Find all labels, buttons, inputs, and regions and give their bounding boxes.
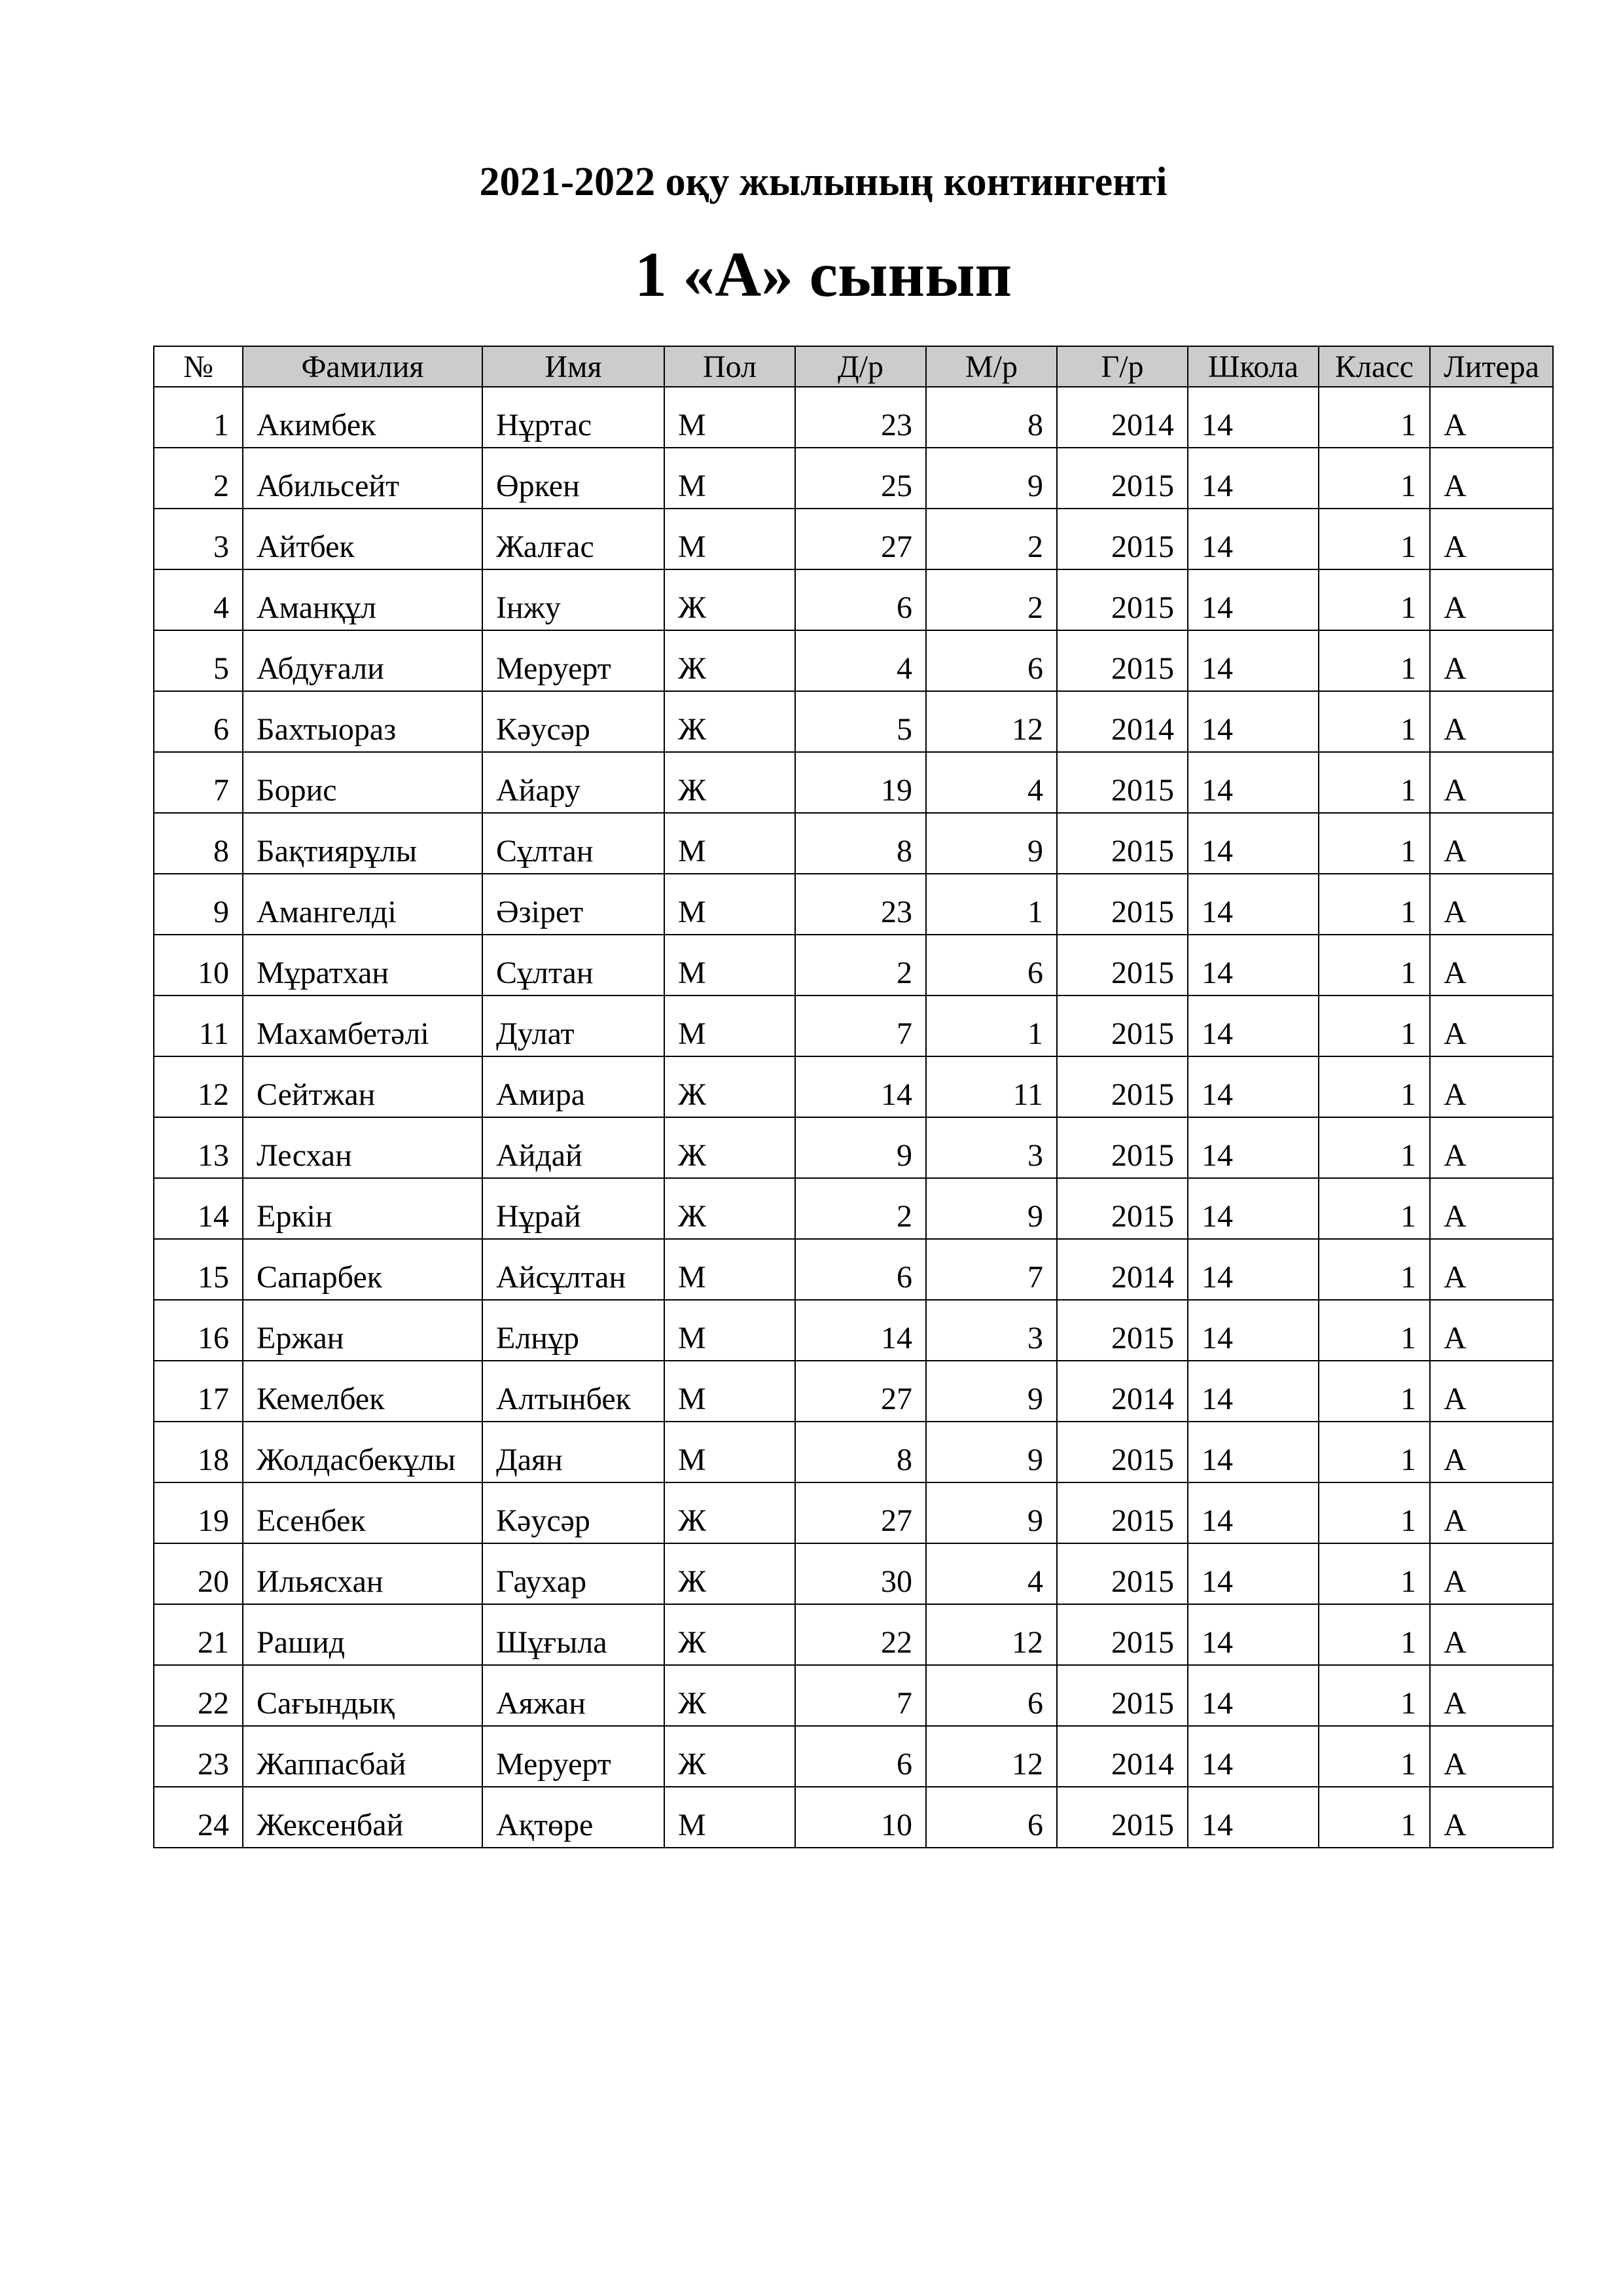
table-row <box>154 1239 1553 1300</box>
surname-cell: Абдуғали <box>243 630 482 691</box>
letter-cell: А <box>1430 630 1553 691</box>
column-header-number: № <box>154 346 243 387</box>
birth-day-cell: 6 <box>795 1726 926 1787</box>
gender-cell: Ж <box>664 691 795 752</box>
table-row <box>154 935 1553 996</box>
birth-month-cell: 7 <box>926 1239 1057 1300</box>
birth-day-cell: 2 <box>795 935 926 996</box>
birth-day-cell: 9 <box>795 1117 926 1178</box>
school-cell: 14 <box>1188 569 1319 630</box>
surname-cell: Сапарбек <box>243 1239 482 1300</box>
birth-month-cell: 1 <box>926 996 1057 1056</box>
name-cell: Сұлтан <box>482 813 664 874</box>
birth-month-cell: 9 <box>926 1482 1057 1543</box>
school-cell: 14 <box>1188 1178 1319 1239</box>
letter-cell: А <box>1430 1178 1553 1239</box>
birth-day-cell: 23 <box>795 874 926 935</box>
birth-day-cell: 6 <box>795 569 926 630</box>
birth-month-cell: 11 <box>926 1056 1057 1117</box>
table-row <box>154 448 1553 509</box>
school-cell: 14 <box>1188 1422 1319 1482</box>
school-cell: 14 <box>1188 1787 1319 1848</box>
table-header-row <box>154 346 1553 387</box>
row-number-cell: 19 <box>154 1482 243 1543</box>
name-cell: Гаухар <box>482 1543 664 1604</box>
gender-cell: М <box>664 935 795 996</box>
gender-cell: М <box>664 1239 795 1300</box>
row-number-cell: 24 <box>154 1787 243 1848</box>
gender-cell: М <box>664 813 795 874</box>
school-cell: 14 <box>1188 509 1319 569</box>
surname-cell: Сағындық <box>243 1665 482 1726</box>
class-cell: 1 <box>1319 448 1430 509</box>
class-cell: 1 <box>1319 1543 1430 1604</box>
school-cell: 14 <box>1188 1543 1319 1604</box>
birth-month-cell: 9 <box>926 1178 1057 1239</box>
letter-cell: А <box>1430 691 1553 752</box>
surname-cell: Кемелбек <box>243 1361 482 1422</box>
name-cell: Әзірет <box>482 874 664 935</box>
birth-year-cell: 2015 <box>1057 935 1188 996</box>
column-header-class: Класс <box>1319 346 1430 387</box>
table-row <box>154 569 1553 630</box>
table-row <box>154 1543 1553 1604</box>
name-cell: Аяжан <box>482 1665 664 1726</box>
gender-cell: М <box>664 509 795 569</box>
gender-cell: М <box>664 1422 795 1482</box>
class-cell: 1 <box>1319 1726 1430 1787</box>
column-header-school: Школа <box>1188 346 1319 387</box>
row-number-cell: 10 <box>154 935 243 996</box>
class-cell: 1 <box>1319 1056 1430 1117</box>
gender-cell: Ж <box>664 569 795 630</box>
name-cell: Алтынбек <box>482 1361 664 1422</box>
letter-cell: А <box>1430 1482 1553 1543</box>
name-cell: Ақтөре <box>482 1787 664 1848</box>
letter-cell: А <box>1430 1543 1553 1604</box>
column-header-letter: Литера <box>1430 346 1553 387</box>
surname-cell: Амангелді <box>243 874 482 935</box>
class-cell: 1 <box>1319 509 1430 569</box>
surname-cell: Мұратхан <box>243 935 482 996</box>
class-cell: 1 <box>1319 1117 1430 1178</box>
table-row <box>154 1361 1553 1422</box>
birth-year-cell: 2014 <box>1057 387 1188 448</box>
table-body <box>154 387 1553 1848</box>
name-cell: Амира <box>482 1056 664 1117</box>
table-row <box>154 1665 1553 1726</box>
surname-cell: Айтбек <box>243 509 482 569</box>
school-cell: 14 <box>1188 1239 1319 1300</box>
gender-cell: М <box>664 448 795 509</box>
table-row <box>154 996 1553 1056</box>
birth-year-cell: 2015 <box>1057 1543 1188 1604</box>
birth-month-cell: 4 <box>926 752 1057 813</box>
birth-day-cell: 27 <box>795 1361 926 1422</box>
gender-cell: Ж <box>664 752 795 813</box>
birth-month-cell: 9 <box>926 1422 1057 1482</box>
birth-year-cell: 2015 <box>1057 1178 1188 1239</box>
document-subtitle: 2021-2022 оқу жылының контингенті <box>479 160 1168 204</box>
row-number-cell: 23 <box>154 1726 243 1787</box>
birth-day-cell: 23 <box>795 387 926 448</box>
name-cell: Елнұр <box>482 1300 664 1361</box>
class-cell: 1 <box>1319 1300 1430 1361</box>
surname-cell: Аманқұл <box>243 569 482 630</box>
row-number-cell: 11 <box>154 996 243 1056</box>
table-row <box>154 630 1553 691</box>
row-number-cell: 15 <box>154 1239 243 1300</box>
class-cell: 1 <box>1319 813 1430 874</box>
row-number-cell: 22 <box>154 1665 243 1726</box>
school-cell: 14 <box>1188 387 1319 448</box>
surname-cell: Ильясхан <box>243 1543 482 1604</box>
table-row <box>154 387 1553 448</box>
school-cell: 14 <box>1188 1482 1319 1543</box>
birth-year-cell: 2014 <box>1057 1726 1188 1787</box>
birth-day-cell: 14 <box>795 1056 926 1117</box>
gender-cell: М <box>664 1300 795 1361</box>
birth-month-cell: 2 <box>926 569 1057 630</box>
birth-year-cell: 2015 <box>1057 1422 1188 1482</box>
gender-cell: Ж <box>664 1117 795 1178</box>
birth-year-cell: 2015 <box>1057 630 1188 691</box>
birth-year-cell: 2015 <box>1057 1787 1188 1848</box>
row-number-cell: 1 <box>154 387 243 448</box>
class-cell: 1 <box>1319 1665 1430 1726</box>
birth-month-cell: 3 <box>926 1300 1057 1361</box>
birth-year-cell: 2015 <box>1057 1604 1188 1665</box>
name-cell: Сұлтан <box>482 935 664 996</box>
table-row <box>154 752 1553 813</box>
school-cell: 14 <box>1188 935 1319 996</box>
row-number-cell: 17 <box>154 1361 243 1422</box>
column-header-surname: Фамилия <box>243 346 482 387</box>
birth-month-cell: 4 <box>926 1543 1057 1604</box>
table-row <box>154 1117 1553 1178</box>
birth-month-cell: 12 <box>926 1604 1057 1665</box>
school-cell: 14 <box>1188 752 1319 813</box>
surname-cell: Бахтыораз <box>243 691 482 752</box>
gender-cell: М <box>664 387 795 448</box>
table-row <box>154 813 1553 874</box>
row-number-cell: 9 <box>154 874 243 935</box>
table-row <box>154 1178 1553 1239</box>
birth-day-cell: 25 <box>795 448 926 509</box>
surname-cell: Акимбек <box>243 387 482 448</box>
birth-month-cell: 6 <box>926 1787 1057 1848</box>
birth-month-cell: 6 <box>926 1665 1057 1726</box>
class-cell: 1 <box>1319 1604 1430 1665</box>
class-cell: 1 <box>1319 874 1430 935</box>
school-cell: 14 <box>1188 1056 1319 1117</box>
column-header-birth-month: М/р <box>926 346 1057 387</box>
birth-month-cell: 9 <box>926 1361 1057 1422</box>
birth-year-cell: 2014 <box>1057 691 1188 752</box>
table-row <box>154 1422 1553 1482</box>
birth-year-cell: 2015 <box>1057 509 1188 569</box>
surname-cell: Бақтиярұлы <box>243 813 482 874</box>
table-row <box>154 1482 1553 1543</box>
row-number-cell: 6 <box>154 691 243 752</box>
birth-day-cell: 6 <box>795 1239 926 1300</box>
class-cell: 1 <box>1319 1787 1430 1848</box>
birth-year-cell: 2015 <box>1057 752 1188 813</box>
name-cell: Даян <box>482 1422 664 1482</box>
birth-month-cell: 1 <box>926 874 1057 935</box>
birth-day-cell: 7 <box>795 1665 926 1726</box>
gender-cell: Ж <box>664 1665 795 1726</box>
table-row <box>154 874 1553 935</box>
birth-year-cell: 2015 <box>1057 448 1188 509</box>
row-number-cell: 12 <box>154 1056 243 1117</box>
name-cell: Жалғас <box>482 509 664 569</box>
birth-month-cell: 3 <box>926 1117 1057 1178</box>
surname-cell: Жаппасбай <box>243 1726 482 1787</box>
class-cell: 1 <box>1319 752 1430 813</box>
name-cell: Дулат <box>482 996 664 1056</box>
letter-cell: А <box>1430 752 1553 813</box>
table-row <box>154 509 1553 569</box>
birth-year-cell: 2015 <box>1057 1665 1188 1726</box>
letter-cell: А <box>1430 996 1553 1056</box>
surname-cell: Еркін <box>243 1178 482 1239</box>
birth-month-cell: 8 <box>926 387 1057 448</box>
table-row <box>154 1726 1553 1787</box>
letter-cell: А <box>1430 1239 1553 1300</box>
birth-day-cell: 7 <box>795 996 926 1056</box>
birth-year-cell: 2014 <box>1057 1361 1188 1422</box>
name-cell: Айдай <box>482 1117 664 1178</box>
school-cell: 14 <box>1188 996 1319 1056</box>
letter-cell: А <box>1430 874 1553 935</box>
gender-cell: М <box>664 1361 795 1422</box>
letter-cell: А <box>1430 509 1553 569</box>
class-cell: 1 <box>1319 1482 1430 1543</box>
surname-cell: Есенбек <box>243 1482 482 1543</box>
gender-cell: Ж <box>664 1604 795 1665</box>
birth-year-cell: 2014 <box>1057 1239 1188 1300</box>
birth-year-cell: 2015 <box>1057 1482 1188 1543</box>
name-cell: Өркен <box>482 448 664 509</box>
class-cell: 1 <box>1319 1239 1430 1300</box>
name-cell: Нұртас <box>482 387 664 448</box>
row-number-cell: 7 <box>154 752 243 813</box>
birth-day-cell: 14 <box>795 1300 926 1361</box>
birth-year-cell: 2015 <box>1057 569 1188 630</box>
letter-cell: А <box>1430 813 1553 874</box>
birth-year-cell: 2015 <box>1057 996 1188 1056</box>
letter-cell: А <box>1430 935 1553 996</box>
surname-cell: Сейтжан <box>243 1056 482 1117</box>
birth-month-cell: 2 <box>926 509 1057 569</box>
name-cell: Інжу <box>482 569 664 630</box>
surname-cell: Лесхан <box>243 1117 482 1178</box>
school-cell: 14 <box>1188 448 1319 509</box>
birth-day-cell: 30 <box>795 1543 926 1604</box>
row-number-cell: 13 <box>154 1117 243 1178</box>
birth-month-cell: 6 <box>926 935 1057 996</box>
name-cell: Меруерт <box>482 1726 664 1787</box>
birth-day-cell: 4 <box>795 630 926 691</box>
birth-day-cell: 2 <box>795 1178 926 1239</box>
contingent-table <box>153 346 1554 1848</box>
surname-cell: Абильсейт <box>243 448 482 509</box>
letter-cell: А <box>1430 448 1553 509</box>
table-row <box>154 1300 1553 1361</box>
school-cell: 14 <box>1188 630 1319 691</box>
class-cell: 1 <box>1319 569 1430 630</box>
school-cell: 14 <box>1188 874 1319 935</box>
letter-cell: А <box>1430 1056 1553 1117</box>
table-row <box>154 1787 1553 1848</box>
class-cell: 1 <box>1319 1422 1430 1482</box>
letter-cell: А <box>1430 1787 1553 1848</box>
row-number-cell: 21 <box>154 1604 243 1665</box>
row-number-cell: 18 <box>154 1422 243 1482</box>
gender-cell: Ж <box>664 630 795 691</box>
table-row <box>154 691 1553 752</box>
letter-cell: А <box>1430 1422 1553 1482</box>
birth-month-cell: 6 <box>926 630 1057 691</box>
name-cell: Кәусәр <box>482 1482 664 1543</box>
school-cell: 14 <box>1188 1726 1319 1787</box>
class-cell: 1 <box>1319 996 1430 1056</box>
birth-month-cell: 9 <box>926 448 1057 509</box>
school-cell: 14 <box>1188 1117 1319 1178</box>
birth-day-cell: 19 <box>795 752 926 813</box>
school-cell: 14 <box>1188 1361 1319 1422</box>
name-cell: Кәусәр <box>482 691 664 752</box>
surname-cell: Ержан <box>243 1300 482 1361</box>
school-cell: 14 <box>1188 813 1319 874</box>
surname-cell: Рашид <box>243 1604 482 1665</box>
gender-cell: М <box>664 1787 795 1848</box>
row-number-cell: 2 <box>154 448 243 509</box>
row-number-cell: 16 <box>154 1300 243 1361</box>
row-number-cell: 8 <box>154 813 243 874</box>
name-cell: Айсұлтан <box>482 1239 664 1300</box>
school-cell: 14 <box>1188 1665 1319 1726</box>
column-header-gender: Пол <box>664 346 795 387</box>
document-title: 1 «А» сынып <box>634 240 1012 310</box>
school-cell: 14 <box>1188 1300 1319 1361</box>
birth-year-cell: 2015 <box>1057 1300 1188 1361</box>
birth-day-cell: 8 <box>795 1422 926 1482</box>
class-cell: 1 <box>1319 691 1430 752</box>
birth-year-cell: 2015 <box>1057 813 1188 874</box>
gender-cell: М <box>664 874 795 935</box>
column-header-birth-day: Д/р <box>795 346 926 387</box>
birth-day-cell: 27 <box>795 1482 926 1543</box>
surname-cell: Махамбетәлі <box>243 996 482 1056</box>
class-cell: 1 <box>1319 630 1430 691</box>
column-header-name: Имя <box>482 346 664 387</box>
birth-month-cell: 12 <box>926 1726 1057 1787</box>
class-cell: 1 <box>1319 1361 1430 1422</box>
letter-cell: А <box>1430 1726 1553 1787</box>
letter-cell: А <box>1430 1300 1553 1361</box>
class-cell: 1 <box>1319 387 1430 448</box>
letter-cell: А <box>1430 387 1553 448</box>
table-row <box>154 1056 1553 1117</box>
name-cell: Айару <box>482 752 664 813</box>
row-number-cell: 5 <box>154 630 243 691</box>
name-cell: Меруерт <box>482 630 664 691</box>
birth-year-cell: 2015 <box>1057 874 1188 935</box>
gender-cell: Ж <box>664 1726 795 1787</box>
birth-day-cell: 10 <box>795 1787 926 1848</box>
letter-cell: А <box>1430 1361 1553 1422</box>
birth-day-cell: 8 <box>795 813 926 874</box>
gender-cell: Ж <box>664 1056 795 1117</box>
name-cell: Нұрай <box>482 1178 664 1239</box>
birth-day-cell: 22 <box>795 1604 926 1665</box>
birth-day-cell: 5 <box>795 691 926 752</box>
birth-day-cell: 27 <box>795 509 926 569</box>
surname-cell: Борис <box>243 752 482 813</box>
birth-year-cell: 2015 <box>1057 1056 1188 1117</box>
birth-year-cell: 2015 <box>1057 1117 1188 1178</box>
birth-month-cell: 9 <box>926 813 1057 874</box>
school-cell: 14 <box>1188 691 1319 752</box>
letter-cell: А <box>1430 1665 1553 1726</box>
school-cell: 14 <box>1188 1604 1319 1665</box>
name-cell: Шұғыла <box>482 1604 664 1665</box>
class-cell: 1 <box>1319 935 1430 996</box>
letter-cell: А <box>1430 1604 1553 1665</box>
letter-cell: А <box>1430 569 1553 630</box>
gender-cell: Ж <box>664 1178 795 1239</box>
letter-cell: А <box>1430 1117 1553 1178</box>
gender-cell: Ж <box>664 1543 795 1604</box>
class-cell: 1 <box>1319 1178 1430 1239</box>
row-number-cell: 14 <box>154 1178 243 1239</box>
gender-cell: Ж <box>664 1482 795 1543</box>
column-header-birth-year: Г/р <box>1057 346 1188 387</box>
table-row <box>154 1604 1553 1665</box>
surname-cell: Жолдасбекұлы <box>243 1422 482 1482</box>
gender-cell: М <box>664 996 795 1056</box>
row-number-cell: 4 <box>154 569 243 630</box>
row-number-cell: 3 <box>154 509 243 569</box>
birth-month-cell: 12 <box>926 691 1057 752</box>
row-number-cell: 20 <box>154 1543 243 1604</box>
surname-cell: Жексенбай <box>243 1787 482 1848</box>
